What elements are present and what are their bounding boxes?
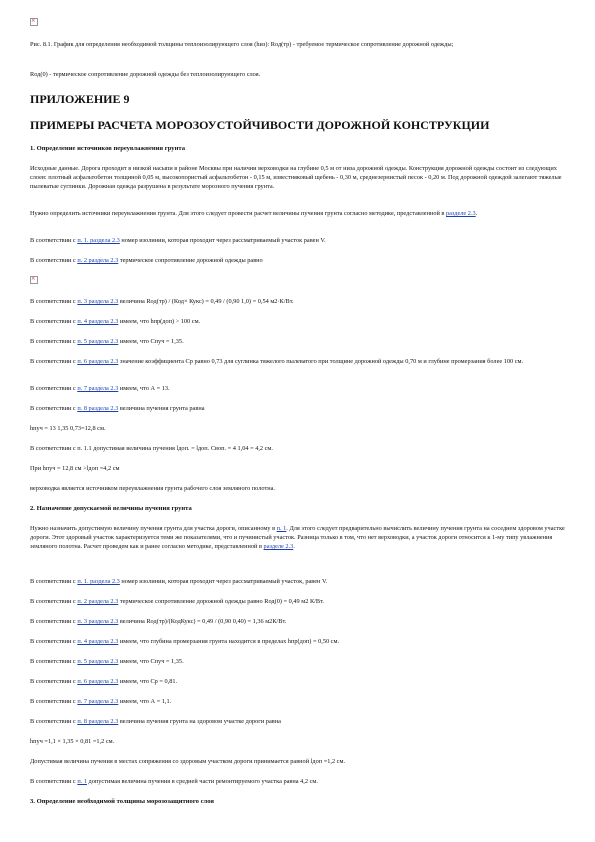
paragraph-text: В соответствии с bbox=[30, 405, 78, 412]
paragraph-text: В соответствии с bbox=[30, 338, 78, 345]
paragraph-text: термическое сопротивление дорожной одежды равно Rод(0) = 0,49 м2 К/Вт. bbox=[118, 598, 324, 605]
section-link[interactable]: п. 5 раздела 2.3 bbox=[77, 338, 119, 345]
paragraph-text: имеем, что Ср = 0,81. bbox=[118, 678, 178, 685]
paragraph-text: Нужно назначить допустимую величину пучения грунта для участка дороги, описанному в bbox=[30, 525, 277, 532]
section-link[interactable]: п. 7 раздела 2.3 bbox=[77, 698, 119, 705]
subsection-heading bbox=[30, 797, 565, 806]
section-link[interactable]: п. 6 раздела 2.3 bbox=[77, 358, 119, 365]
paragraph-text: Rод(0) - термическое сопротивление дорожной одежды без теплоизолирующего слоя. bbox=[30, 71, 261, 78]
paragraph bbox=[30, 464, 565, 473]
paragraph-text: ПРИЛОЖЕНИЕ 9 bbox=[30, 92, 130, 106]
section-link[interactable]: п. 5 раздела 2.3 bbox=[77, 658, 119, 665]
subsection-heading bbox=[30, 144, 565, 153]
paragraph-text: . bbox=[475, 210, 478, 217]
paragraph-text: В соответствии с bbox=[30, 778, 78, 785]
paragraph-text: ПРИМЕРЫ РАСЧЕТА МОРОЗОУСТОЙЧИВОСТИ ДОРОЖНОЙ КОНСТРУКЦИИ bbox=[30, 118, 490, 132]
paragraph-text: номер изолинии, которая проходит через рассматриваемый участок, равен V. bbox=[119, 578, 328, 585]
section-link[interactable]: п. 1 bbox=[276, 525, 287, 532]
paragraph-text: В соответствии с bbox=[30, 318, 78, 325]
paragraph-text: имеем, что Спуч = 1,35. bbox=[118, 338, 184, 345]
paragraph bbox=[30, 524, 565, 551]
section-link[interactable]: п. 1 bbox=[77, 778, 87, 785]
paragraph bbox=[30, 597, 565, 606]
paragraph bbox=[30, 337, 565, 346]
paragraph-text: величина Rод(тр)/(КодКукс) = 0,49 / (0,90 0,40) = 1,36 м2К/Вт. bbox=[118, 618, 287, 625]
paragraph bbox=[30, 317, 565, 326]
paragraph bbox=[30, 384, 565, 393]
paragraph-text: В соответствии с bbox=[30, 298, 78, 305]
paragraph bbox=[30, 677, 565, 686]
paragraph-text: 3. Определение необходимой толщины морозозащитного слоя bbox=[30, 798, 214, 805]
paragraph-text: В соответствии с bbox=[30, 678, 78, 685]
paragraph-text: имеем, что А = 1,1. bbox=[118, 698, 172, 705]
paragraph bbox=[30, 617, 565, 626]
section-link[interactable]: п. 2 раздела 2.3 bbox=[77, 257, 119, 264]
section-link[interactable]: п. 8 раздела 2.3 bbox=[77, 718, 119, 725]
section-heading bbox=[30, 118, 565, 132]
paragraph bbox=[30, 444, 565, 453]
paragraph bbox=[30, 164, 565, 191]
paragraph bbox=[30, 209, 565, 218]
paragraph bbox=[30, 737, 565, 746]
paragraph-text: термическое сопротивление дорожной одежды равно bbox=[118, 257, 263, 264]
section-link[interactable]: п. 7 раздела 2.3 bbox=[77, 385, 119, 392]
section-heading bbox=[30, 92, 565, 106]
paragraph-text: Рис. 8.1. График для определения необходимой толщины теплоизолирующего слоя (hиз): Rод(тр) - требуемое термическое сопротивление дорожной одежды; bbox=[30, 41, 454, 48]
section-link[interactable]: п. 4 раздела 2.3 bbox=[77, 638, 119, 645]
section-link[interactable]: п. 4 раздела 2.3 bbox=[77, 318, 119, 325]
paragraph bbox=[30, 40, 565, 49]
paragraph bbox=[30, 777, 565, 786]
paragraph-text: . Для этого следует предварительно вычислить величину пучения грунта на соседнем здоровом участке дороги. Этот здоровый участок характеризуется теми же показателями, что и пучинистый участок. Разница только в том, что нет верховодки, а участок дороги относится к 1-му типу увлажнения земляного полотна. Расчет проведем как и ранее согласно методике, представленной в bbox=[30, 525, 565, 550]
section-link[interactable]: п. 3 раздела 2.3 bbox=[77, 618, 119, 625]
paragraph-text: . bbox=[293, 543, 295, 550]
paragraph bbox=[30, 657, 565, 666]
paragraph-text: допустимая величина пучения в средней части ремонтируемого участка равна 4,2 см. bbox=[86, 778, 318, 785]
paragraph-text: Нужно определить источники переувлажнения грунта. Для этого следует провести расчет величины пучения грунта согласно методике, представленной в bbox=[30, 210, 446, 217]
paragraph-text: В соответствии с п. 1.1 допустимая величина пучения lдоп. = lдоп. Своп. = 4 1,04 = 4,2 см. bbox=[30, 445, 273, 452]
paragraph-text: имеем, что глубина промерзания грунта находится в пределах hпр(доп) = 0,50 см. bbox=[118, 638, 340, 645]
section-link[interactable]: п. 2 раздела 2.3 bbox=[77, 598, 119, 605]
paragraph-text: имеем, что Спуч = 1,35. bbox=[118, 658, 184, 665]
paragraph bbox=[30, 577, 565, 586]
paragraph-text: В соответствии с bbox=[30, 237, 78, 244]
paragraph-text: имеем, что hпр(доп) > 100 см. bbox=[118, 318, 201, 325]
paragraph-text: В соответствии с bbox=[30, 385, 78, 392]
paragraph-text: В соответствии с bbox=[30, 578, 78, 585]
paragraph bbox=[30, 697, 565, 706]
paragraph bbox=[30, 297, 565, 306]
paragraph-text: В соответствии с bbox=[30, 257, 78, 264]
section-link[interactable]: п. 8 раздела 2.3 bbox=[77, 405, 119, 412]
paragraph-text: величина Rод(тр) / (Код× Кукс) = 0,49 / (0,90 1,0) = 0,54 м2·К/Вт. bbox=[118, 298, 294, 305]
paragraph-text: 2. Назначение допускаемой величины пучения грунта bbox=[30, 505, 192, 512]
paragraph-text: Допустимая величина пучения в местах сопряжения со здоровым участком дороги принимается равной lдоп =1,2 см. bbox=[30, 758, 346, 765]
paragraph-text: В соответствии с bbox=[30, 658, 78, 665]
section-link[interactable]: п. 6 раздела 2.3 bbox=[77, 678, 119, 685]
paragraph bbox=[30, 637, 565, 646]
paragraph-text: В соответствии с bbox=[30, 618, 78, 625]
paragraph bbox=[30, 236, 565, 245]
paragraph-text: 1. Определение источников переувлажнения грунта bbox=[30, 145, 185, 152]
paragraph bbox=[30, 757, 565, 766]
paragraph-text: верховодка является источником переувлажнения грунта рабочего слоя земляного полотна. bbox=[30, 485, 275, 492]
paragraph-text: В соответствии с bbox=[30, 598, 78, 605]
paragraph-text: имеем, что А = 13. bbox=[118, 385, 170, 392]
paragraph bbox=[30, 424, 565, 433]
paragraph bbox=[30, 404, 565, 413]
paragraph-text: При hпуч = 12,8 см >lдоп =4,2 см bbox=[30, 465, 120, 472]
section-link[interactable]: разделе 2.3 bbox=[263, 543, 294, 550]
section-link[interactable]: п. 1. раздела 2.3 bbox=[77, 578, 120, 585]
section-link[interactable]: п. 1. раздела 2.3 bbox=[77, 237, 120, 244]
paragraph-text: величина пучения грунта равна bbox=[118, 405, 205, 412]
paragraph-text: В соответствии с bbox=[30, 358, 78, 365]
paragraph-text: В соответствии с bbox=[30, 718, 78, 725]
broken-image-icon bbox=[30, 276, 38, 284]
paragraph-text: В соответствии с bbox=[30, 638, 78, 645]
section-link[interactable]: разделе 2.3 bbox=[445, 210, 476, 217]
subsection-heading bbox=[30, 504, 565, 513]
paragraph-text: hпуч = 13 1,35 0,73=12,8 см. bbox=[30, 425, 106, 432]
paragraph-text: hпуч =1,1 × 1,35 × 0,81 =1,2 см. bbox=[30, 738, 115, 745]
paragraph-text: В соответствии с bbox=[30, 698, 78, 705]
section-link[interactable]: п. 3 раздела 2.3 bbox=[77, 298, 119, 305]
paragraph bbox=[30, 256, 565, 265]
paragraph-text: значение коэффициента Ср равно 0,73 для суглинка тяжелого пылеватого при толщине дорожной одежды 0,70 м и глубине промерзания более 100 см. bbox=[118, 358, 524, 365]
broken-image-icon bbox=[30, 18, 38, 26]
paragraph-text: номер изолинии, которая проходит через рассматриваемый участок равен V. bbox=[119, 237, 326, 244]
paragraph bbox=[30, 70, 565, 79]
paragraph-text: Исходные данные. Дорога проходит в низкой насыпи в районе Москвы при наличии верховодки на глубине 0,5 м от низа дорожной одежды. Конструкция дорожной одежды состоит из следующих слоев: плотный асфальтобетон толщиной 0,05 м, высокопористый асфальтобетон - 0,15 м, известняковый щебень - 0,30 м, среднезернистый песок - 0,20 м. Под дорожной одеждой залегают тяжелые пылеватые суглинки. Дорожная одежда разрушена в результате морозного пучения грунта. bbox=[30, 165, 562, 190]
paragraph bbox=[30, 484, 565, 493]
paragraph-text: величина пучения грунта на здоровом участке дороги равна bbox=[118, 718, 281, 725]
paragraph bbox=[30, 717, 565, 726]
paragraph bbox=[30, 357, 565, 366]
